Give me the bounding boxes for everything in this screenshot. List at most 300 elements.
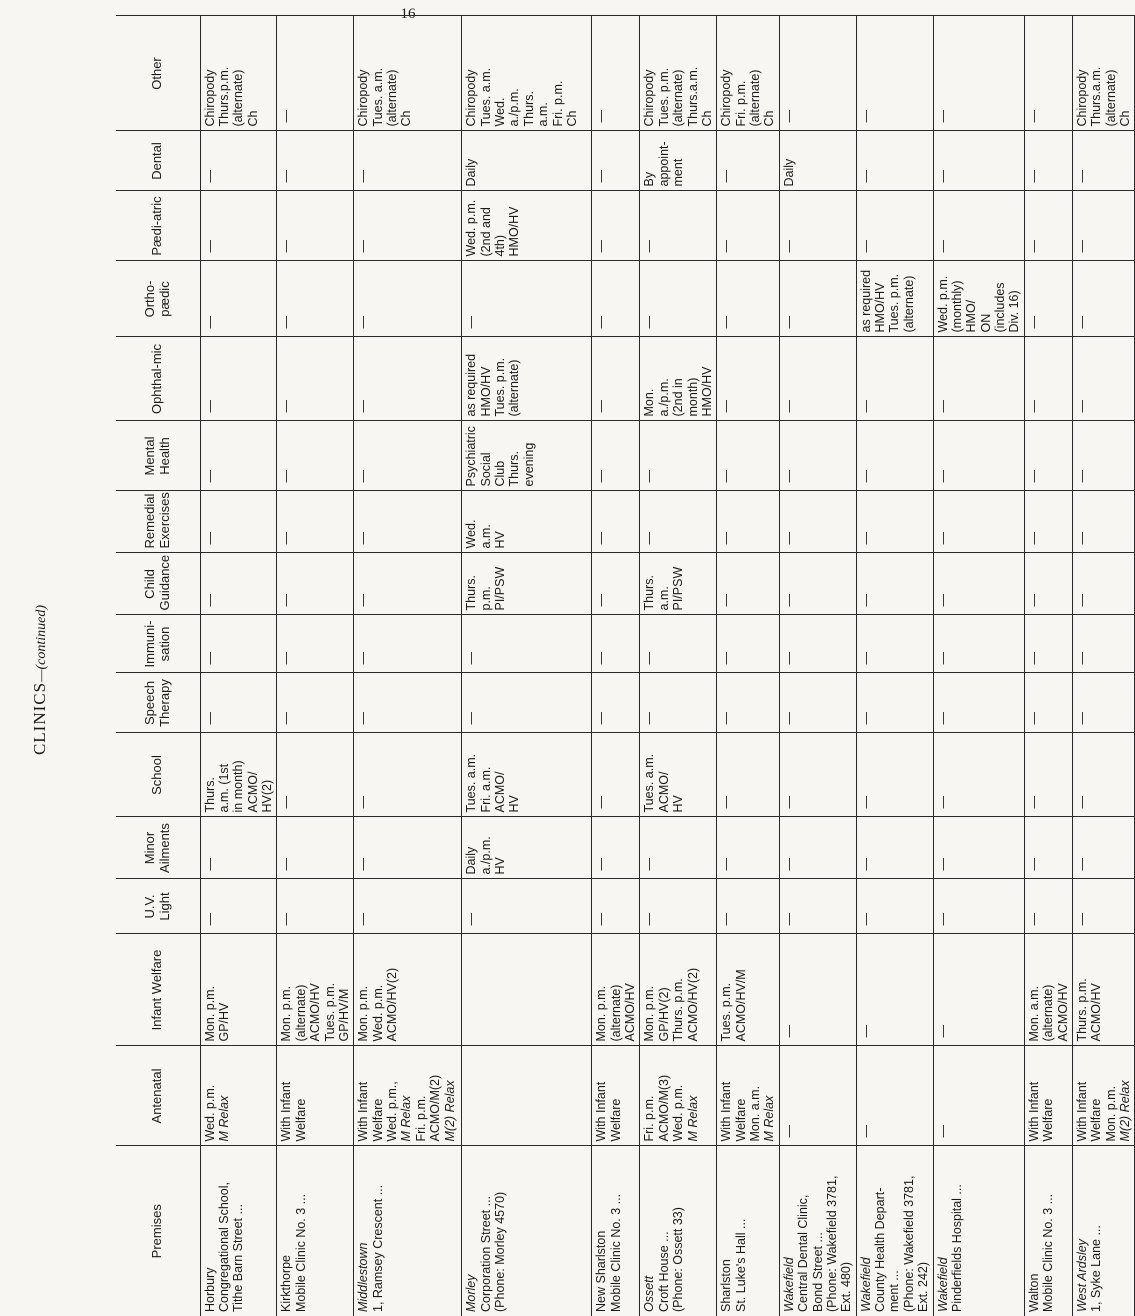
empty-dash: —	[719, 240, 734, 253]
clinic-cell	[856, 421, 933, 491]
empty-dash: —	[356, 470, 371, 483]
cell-line: Tues. p.m.	[719, 982, 734, 1042]
cell-line: ACMO/HV/M	[733, 969, 748, 1042]
clinic-cell	[200, 879, 277, 934]
clinic-cell	[1072, 615, 1135, 673]
empty-dash: —	[356, 532, 371, 545]
cell-line: Mon. a.m.	[748, 1085, 762, 1142]
clinic-cell	[1024, 733, 1072, 817]
clinic-cell	[354, 817, 462, 879]
empty-dash: —	[356, 652, 371, 665]
premises-cell	[640, 1146, 717, 1316]
empty-dash: —	[719, 858, 734, 871]
empty-dash: —	[594, 594, 609, 607]
clinic-cell	[640, 553, 717, 615]
clinic-cell	[640, 934, 717, 1046]
empty-dash: —	[642, 470, 657, 483]
premises-line: (Phone: Wakefield 3781,	[824, 1175, 839, 1312]
premises-line: County Health Depart-	[873, 1187, 887, 1312]
premises-cell	[462, 1146, 592, 1316]
empty-dash: —	[202, 170, 217, 183]
empty-dash: —	[594, 170, 609, 183]
cell-line: GP/HV	[216, 1002, 231, 1042]
clinic-cell	[640, 261, 717, 337]
clinic-cell	[1024, 879, 1072, 934]
empty-dash: —	[594, 532, 609, 545]
cell-line: Ch	[245, 110, 260, 127]
clinic-cell	[640, 421, 717, 491]
cell-line: Thurs.	[464, 575, 479, 611]
premises-cell	[1072, 1146, 1135, 1316]
cell-line: Welfare	[1089, 1098, 1104, 1142]
empty-dash: —	[202, 652, 217, 665]
clinic-cell	[1072, 16, 1135, 131]
empty-dash: —	[1026, 400, 1041, 413]
empty-dash: —	[858, 110, 873, 123]
clinic-cell	[354, 879, 462, 934]
empty-dash: —	[719, 652, 734, 665]
premises-line: 1, Syke Lane ...	[1089, 1225, 1104, 1312]
premises-line: Ext. 242)	[916, 1261, 931, 1312]
premises-line: Mobile Clinic No. 3 ...	[293, 1193, 308, 1312]
empty-dash: —	[781, 594, 796, 607]
empty-dash: —	[279, 240, 294, 253]
clinic-cell	[779, 337, 856, 421]
clinic-cell	[1072, 879, 1135, 934]
clinic-cell	[354, 421, 462, 491]
clinic-cell	[1072, 673, 1135, 733]
empty-dash: —	[781, 470, 796, 483]
clinic-cell	[717, 421, 780, 491]
cell-line: (alternate)	[671, 69, 686, 127]
clinic-cell	[462, 553, 592, 615]
clinic-cell	[592, 733, 640, 817]
cell-line: Welfare	[293, 1098, 308, 1142]
cell-line: HV	[493, 531, 507, 549]
clinic-cell	[1072, 934, 1135, 1046]
empty-dash: —	[1026, 170, 1041, 183]
clinic-cell	[779, 491, 856, 553]
cell-line: (alternate)	[293, 984, 308, 1042]
clinic-cell	[933, 191, 1024, 261]
clinics-table-wrapper	[116, 16, 1132, 1316]
premises-line: New Sharlston	[594, 1230, 609, 1312]
premises-cell	[592, 1146, 640, 1316]
empty-dash: —	[1026, 796, 1041, 809]
clinic-cell	[1024, 553, 1072, 615]
empty-dash: —	[1074, 240, 1089, 253]
clinic-cell	[856, 16, 933, 131]
empty-dash: —	[356, 913, 371, 926]
premises-line: Wakefield	[781, 1257, 796, 1312]
premises-line: Sharlston	[719, 1259, 734, 1312]
clinic-cell	[779, 553, 856, 615]
clinic-cell	[200, 337, 277, 421]
clinic-cell	[462, 131, 592, 191]
empty-dash: —	[858, 240, 873, 253]
clinic-cell	[277, 817, 354, 879]
clinic-cell	[277, 733, 354, 817]
premises-line: (Phone: Wakefield 3781,	[901, 1175, 916, 1312]
empty-dash: —	[1074, 470, 1089, 483]
cell-line: Fri. p.m.	[642, 1095, 657, 1142]
cell-line: evening	[521, 442, 536, 487]
table-row	[779, 16, 856, 1316]
clinic-cell	[354, 16, 462, 131]
cell-line: Wed. p.m.,	[385, 1081, 399, 1142]
empty-dash: —	[279, 712, 294, 725]
clinic-cell	[354, 1046, 462, 1146]
premises-line: Wakefield	[858, 1257, 873, 1312]
empty-dash: —	[1074, 594, 1089, 607]
cell-line: With Infant	[719, 1081, 734, 1142]
premises-line: Bond Street ...	[810, 1232, 825, 1312]
clinic-cell	[277, 131, 354, 191]
clinic-cell	[717, 733, 780, 817]
clinic-cell	[856, 553, 933, 615]
empty-dash: —	[202, 400, 217, 413]
column-header: Antenatal	[116, 1046, 200, 1146]
cell-line: HMO/HV	[873, 282, 887, 333]
clinic-cell	[640, 491, 717, 553]
clinic-cell	[640, 1046, 717, 1146]
premises-line: Ext. 480)	[839, 1261, 854, 1312]
clinic-cell	[779, 817, 856, 879]
clinic-cell	[592, 817, 640, 879]
page-number: 16	[400, 6, 416, 22]
empty-dash: —	[719, 594, 734, 607]
empty-dash: —	[858, 858, 873, 871]
cell-line: Mon. p.m.	[1103, 1085, 1118, 1142]
clinic-cell	[354, 673, 462, 733]
clinic-cell	[354, 615, 462, 673]
clinic-cell	[592, 491, 640, 553]
clinic-cell	[200, 421, 277, 491]
clinic-cell	[717, 934, 780, 1046]
empty-dash: —	[642, 858, 657, 871]
clinic-cell	[1024, 261, 1072, 337]
clinic-cell	[640, 16, 717, 131]
empty-dash: —	[935, 240, 950, 253]
empty-dash: —	[1026, 712, 1041, 725]
table-row	[933, 16, 1024, 1316]
clinics-table	[116, 16, 1135, 1316]
clinic-cell	[933, 553, 1024, 615]
empty-dash: —	[642, 532, 657, 545]
clinic-cell	[277, 615, 354, 673]
empty-dash: —	[781, 400, 796, 413]
cell-line: Tues. a.m.	[642, 753, 657, 813]
cell-line: HV(2)	[260, 779, 274, 813]
clinic-cell	[779, 733, 856, 817]
clinic-cell	[462, 337, 592, 421]
empty-dash: —	[594, 240, 609, 253]
clinic-cell	[200, 934, 277, 1046]
cell-line: Thurs.a.m.	[1089, 66, 1104, 127]
cell-line: Welfare	[370, 1098, 385, 1142]
clinic-cell	[933, 879, 1024, 934]
table-row	[592, 16, 640, 1316]
cell-line: Div. 16)	[1007, 290, 1022, 333]
title-main: CLINICS	[30, 681, 49, 756]
clinic-cell	[354, 337, 462, 421]
cell-line: p.m.	[478, 586, 493, 611]
clinic-cell	[640, 879, 717, 934]
cell-line: Ch	[1118, 110, 1132, 127]
empty-dash: —	[935, 652, 950, 665]
clinic-cell	[462, 16, 592, 131]
clinic-cell	[354, 261, 462, 337]
clinic-cell	[592, 337, 640, 421]
clinic-cell	[1072, 191, 1135, 261]
clinic-cell	[933, 615, 1024, 673]
clinic-cell	[717, 1046, 780, 1146]
clinic-cell	[640, 817, 717, 879]
empty-dash: —	[858, 712, 873, 725]
empty-dash: —	[464, 316, 479, 329]
empty-dash: —	[858, 1125, 873, 1138]
clinic-cell	[277, 16, 354, 131]
column-header: School	[116, 733, 200, 817]
empty-dash: —	[935, 712, 950, 725]
empty-dash: —	[464, 652, 479, 665]
cell-line: a./p.m.	[478, 836, 493, 875]
cell-line: GP/HV(2)	[656, 987, 671, 1042]
empty-dash: —	[781, 652, 796, 665]
clinic-cell	[200, 261, 277, 337]
empty-dash: —	[202, 712, 217, 725]
clinic-cell	[1024, 191, 1072, 261]
cell-line: ON	[978, 313, 993, 333]
empty-dash: —	[935, 858, 950, 871]
cell-line: Thurs.	[507, 451, 522, 487]
empty-dash: —	[935, 913, 950, 926]
clinic-cell	[200, 553, 277, 615]
empty-dash: —	[1074, 858, 1089, 871]
clinic-cell	[717, 553, 780, 615]
column-header: Minor Ailments	[116, 817, 200, 879]
cell-line: ACMO/HV(2)	[385, 967, 399, 1042]
cell-line: Tues. p.m.	[493, 357, 507, 417]
clinic-cell	[1072, 553, 1135, 615]
clinic-cell	[856, 191, 933, 261]
empty-dash: —	[642, 712, 657, 725]
cell-line: month)	[685, 377, 700, 417]
clinic-cell	[933, 421, 1024, 491]
empty-dash: —	[1074, 712, 1089, 725]
cell-line: Mon. p.m.	[202, 985, 217, 1042]
table-row	[1072, 16, 1135, 1316]
premises-cell	[933, 1146, 1024, 1316]
clinic-cell	[856, 491, 933, 553]
clinic-cell	[1024, 673, 1072, 733]
cell-line: HMO/HV	[699, 366, 714, 417]
premises-line: Kirkthorpe	[279, 1255, 294, 1312]
cell-line: Fri. p.m.	[413, 1095, 428, 1142]
column-header: Child Guidance	[116, 553, 200, 615]
clinic-cell	[779, 131, 856, 191]
cell-line: in month)	[231, 760, 246, 813]
clinic-cell	[933, 733, 1024, 817]
clinic-cell	[592, 421, 640, 491]
empty-dash: —	[202, 240, 217, 253]
cell-line: With Infant	[594, 1081, 609, 1142]
column-header: Remedial Exercises	[116, 491, 200, 553]
table-row	[856, 16, 933, 1316]
clinic-cell	[462, 934, 592, 1046]
cell-line: GP/HV/M	[336, 988, 351, 1042]
empty-dash: —	[1074, 796, 1089, 809]
clinic-cell	[856, 1046, 933, 1146]
clinic-cell	[592, 934, 640, 1046]
cell-line: Wed. a.m.	[464, 519, 493, 549]
clinic-cell	[592, 673, 640, 733]
cell-line: ACMO/M(2)	[428, 1074, 443, 1142]
empty-dash: —	[858, 594, 873, 607]
clinic-cell	[856, 934, 933, 1046]
empty-dash: —	[781, 110, 796, 123]
premises-cell	[200, 1146, 277, 1316]
clinic-cell	[354, 131, 462, 191]
cell-line: a.m. (1st	[216, 763, 231, 813]
cell-line: PI/PSW	[671, 566, 686, 611]
empty-dash: —	[594, 858, 609, 871]
cell-line: Wed. p.m.	[671, 1084, 686, 1142]
table-body	[200, 16, 1135, 1316]
empty-dash: —	[356, 316, 371, 329]
cell-line: M(2) Relax	[1118, 1080, 1132, 1142]
clinic-cell	[933, 261, 1024, 337]
cell-line: ACMO/HV	[1089, 983, 1104, 1042]
clinic-cell	[1024, 934, 1072, 1046]
clinic-cell	[277, 261, 354, 337]
cell-line: Thurs. p.m.	[671, 978, 686, 1042]
clinic-cell	[779, 934, 856, 1046]
cell-line: With Infant	[356, 1081, 371, 1142]
empty-dash: —	[594, 470, 609, 483]
cell-line: a.m.	[656, 586, 671, 611]
cell-line: a./p.m.	[656, 378, 671, 417]
table-row	[717, 16, 780, 1316]
empty-dash: —	[202, 913, 217, 926]
clinic-cell	[1072, 733, 1135, 817]
empty-dash: —	[719, 712, 734, 725]
empty-dash: —	[781, 316, 796, 329]
premises-line: Corporation Street ...	[478, 1195, 493, 1312]
clinic-cell	[717, 615, 780, 673]
cell-line: Tues. p.m.	[656, 67, 671, 127]
clinic-cell	[592, 191, 640, 261]
cell-line: a.m.	[536, 102, 551, 127]
cell-line: Club	[493, 460, 507, 487]
empty-dash: —	[464, 712, 479, 725]
cell-line: ACMO/HV	[623, 983, 637, 1042]
cell-line: (alternate)	[385, 69, 399, 127]
clinic-cell	[277, 337, 354, 421]
column-header: Mental Health	[116, 421, 200, 491]
empty-dash: —	[858, 532, 873, 545]
cell-line: Wed. p.m.	[202, 1084, 217, 1142]
column-header: Immuni-sation	[116, 615, 200, 673]
cell-line: Wed. p.m.	[464, 199, 479, 257]
clinic-cell	[462, 1046, 592, 1146]
empty-dash: —	[781, 532, 796, 545]
empty-dash: —	[781, 1025, 796, 1038]
premises-line: Horbury	[202, 1267, 217, 1312]
premises-line: Congregational School,	[216, 1182, 231, 1312]
clinic-cell	[640, 191, 717, 261]
premises-cell	[856, 1146, 933, 1316]
clinic-cell	[933, 491, 1024, 553]
clinic-cell	[200, 16, 277, 131]
empty-dash: —	[642, 240, 657, 253]
premises-cell	[717, 1146, 780, 1316]
empty-dash: —	[1074, 913, 1089, 926]
empty-dash: —	[1026, 913, 1041, 926]
empty-dash: —	[356, 712, 371, 725]
empty-dash: —	[858, 1025, 873, 1038]
clinic-cell	[277, 421, 354, 491]
empty-dash: —	[1074, 170, 1089, 183]
clinic-cell	[277, 191, 354, 261]
clinic-cell	[462, 191, 592, 261]
empty-dash: —	[858, 652, 873, 665]
empty-dash: —	[719, 913, 734, 926]
page-title	[30, 605, 50, 755]
clinic-cell	[1072, 131, 1135, 191]
cell-line: (alternate)	[507, 359, 522, 417]
cell-line: PI/PSW	[493, 566, 507, 611]
empty-dash: —	[356, 400, 371, 413]
clinic-cell	[1072, 421, 1135, 491]
cell-line: HMO/	[964, 299, 979, 333]
clinic-cell	[640, 673, 717, 733]
empty-dash: —	[935, 400, 950, 413]
empty-dash: —	[594, 796, 609, 809]
cell-line: HV	[493, 857, 507, 875]
empty-dash: —	[1074, 400, 1089, 413]
clinic-cell	[354, 491, 462, 553]
clinic-cell	[933, 337, 1024, 421]
clinic-cell	[717, 131, 780, 191]
empty-dash: —	[1026, 316, 1041, 329]
premises-line: 1, Ramsey Crescent ...	[370, 1184, 385, 1312]
clinic-cell	[592, 131, 640, 191]
cell-line: M Relax	[685, 1095, 700, 1142]
premises-line: Walton	[1026, 1273, 1041, 1312]
cell-line: (includes	[993, 282, 1007, 333]
clinic-cell	[200, 191, 277, 261]
premises-line: St. Luke's Hall ...	[733, 1218, 748, 1312]
cell-line: Ch	[399, 110, 414, 127]
clinic-cell	[856, 879, 933, 934]
premises-line: Mobile Clinic No. 3 ...	[1041, 1193, 1056, 1312]
cell-line: Chiropody	[202, 69, 217, 127]
cell-line: (2nd and	[478, 207, 493, 257]
cell-line: Tues. p.m.	[322, 982, 337, 1042]
cell-line: Fri. a.m.	[478, 766, 493, 813]
cell-line: Wed.	[493, 97, 507, 127]
clinic-cell	[462, 733, 592, 817]
empty-dash: —	[356, 594, 371, 607]
clinic-cell	[933, 16, 1024, 131]
empty-dash: —	[1026, 594, 1041, 607]
cell-line: Ch	[699, 110, 714, 127]
empty-dash: —	[858, 170, 873, 183]
empty-dash: —	[356, 858, 371, 871]
premises-cell	[779, 1146, 856, 1316]
cell-line: Chiropody	[356, 69, 371, 127]
